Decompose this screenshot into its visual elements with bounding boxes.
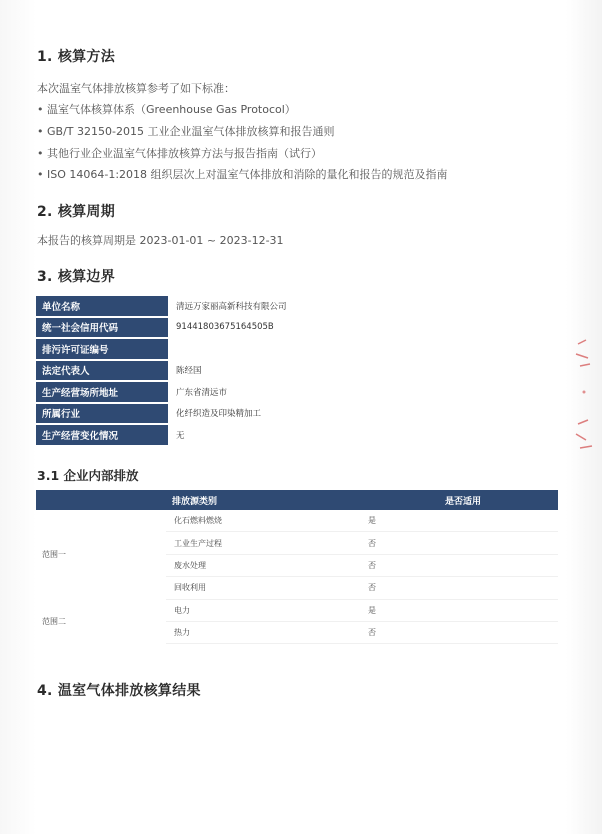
section-4-title: 4. 温室气体排放核算结果 bbox=[37, 683, 201, 699]
standard-text: ISO 14064-1:2018 组织层次上对温室气体排放和消除的量化和报告的规范及指南 bbox=[47, 168, 448, 181]
scope-cell: 范围一 bbox=[42, 550, 66, 560]
boundary-key: 统一社会信用代码 bbox=[36, 317, 168, 339]
applicable-cell: 否 bbox=[362, 554, 558, 576]
source-cell: 化石燃料燃烧 bbox=[166, 510, 362, 532]
boundary-key: 法定代表人 bbox=[36, 360, 168, 382]
boundary-key: 所属行业 bbox=[36, 403, 168, 425]
standard-text: 温室气体核算体系（Greenhouse Gas Protocol） bbox=[47, 103, 296, 116]
standard-item: • 其他行业企业温室气体排放核算方法与报告指南（试行） bbox=[37, 147, 322, 160]
table-row bbox=[36, 403, 560, 425]
boundary-value: 91441803675164505B bbox=[168, 317, 560, 339]
source-cell: 废水处理 bbox=[166, 554, 362, 576]
header-scope bbox=[36, 490, 166, 510]
boundary-table bbox=[36, 296, 560, 447]
seal-stamp-fragment-icon bbox=[572, 336, 596, 456]
boundary-key: 生产经营场所地址 bbox=[36, 381, 168, 403]
boundary-value: 广东省清远市 bbox=[168, 381, 560, 403]
boundary-value: 清远万家丽高新科技有限公司 bbox=[168, 296, 560, 317]
section-1-title: 1. 核算方法 bbox=[37, 49, 116, 65]
boundary-key: 排污许可证编号 bbox=[36, 338, 168, 360]
standard-text: GB/T 32150-2015 工业企业温室气体排放核算和报告通则 bbox=[47, 125, 335, 138]
boundary-value bbox=[168, 338, 560, 360]
accounting-period: 本报告的核算周期是 2023-01-01 ~ 2023-12-31 bbox=[37, 234, 284, 247]
header-applicable: 是否适用 bbox=[362, 490, 558, 510]
table-row bbox=[36, 296, 560, 317]
standard-item: • GB/T 32150-2015 工业企业温室气体排放核算和报告通则 bbox=[37, 125, 335, 138]
section-2-title: 2. 核算周期 bbox=[37, 204, 116, 220]
source-cell: 工业生产过程 bbox=[166, 532, 362, 554]
table-row bbox=[36, 317, 560, 339]
boundary-value: 陈经国 bbox=[168, 360, 560, 382]
standard-item: • ISO 14064-1:2018 组织层次上对温室气体排放和消除的量化和报告的规范及指南 bbox=[37, 168, 448, 181]
boundary-key: 单位名称 bbox=[36, 296, 168, 317]
standard-text: 其他行业企业温室气体排放核算方法与报告指南（试行） bbox=[47, 147, 322, 160]
standards-intro: 本次温室气体排放核算参考了如下标准： bbox=[37, 82, 235, 95]
table-row bbox=[36, 338, 560, 360]
table-row bbox=[36, 360, 560, 382]
source-cell: 回收利用 bbox=[166, 577, 362, 599]
header-source-category: 排放源类别 bbox=[166, 490, 362, 510]
table-row bbox=[36, 510, 558, 532]
boundary-value: 无 bbox=[168, 424, 560, 446]
source-cell: 电力 bbox=[166, 599, 362, 621]
table-row bbox=[36, 424, 560, 446]
section-3-1-title: 3.1 企业内部排放 bbox=[37, 468, 139, 483]
scope-cell: 范围二 bbox=[42, 616, 66, 626]
standard-item: • 温室气体核算体系（Greenhouse Gas Protocol） bbox=[37, 103, 296, 116]
section-3-title: 3. 核算边界 bbox=[37, 269, 116, 285]
applicable-cell: 否 bbox=[362, 577, 558, 599]
applicable-cell: 是 bbox=[362, 510, 558, 532]
internal-emissions-table bbox=[36, 490, 558, 644]
source-cell: 热力 bbox=[166, 621, 362, 643]
applicable-cell: 否 bbox=[362, 532, 558, 554]
boundary-key: 生产经营变化情况 bbox=[36, 424, 168, 446]
applicable-cell: 否 bbox=[362, 621, 558, 643]
table-header-row bbox=[36, 490, 558, 510]
table-row bbox=[36, 381, 560, 403]
boundary-value: 化纤织造及印染精加工 bbox=[168, 403, 560, 425]
applicable-cell: 是 bbox=[362, 599, 558, 621]
table-row bbox=[36, 599, 558, 621]
